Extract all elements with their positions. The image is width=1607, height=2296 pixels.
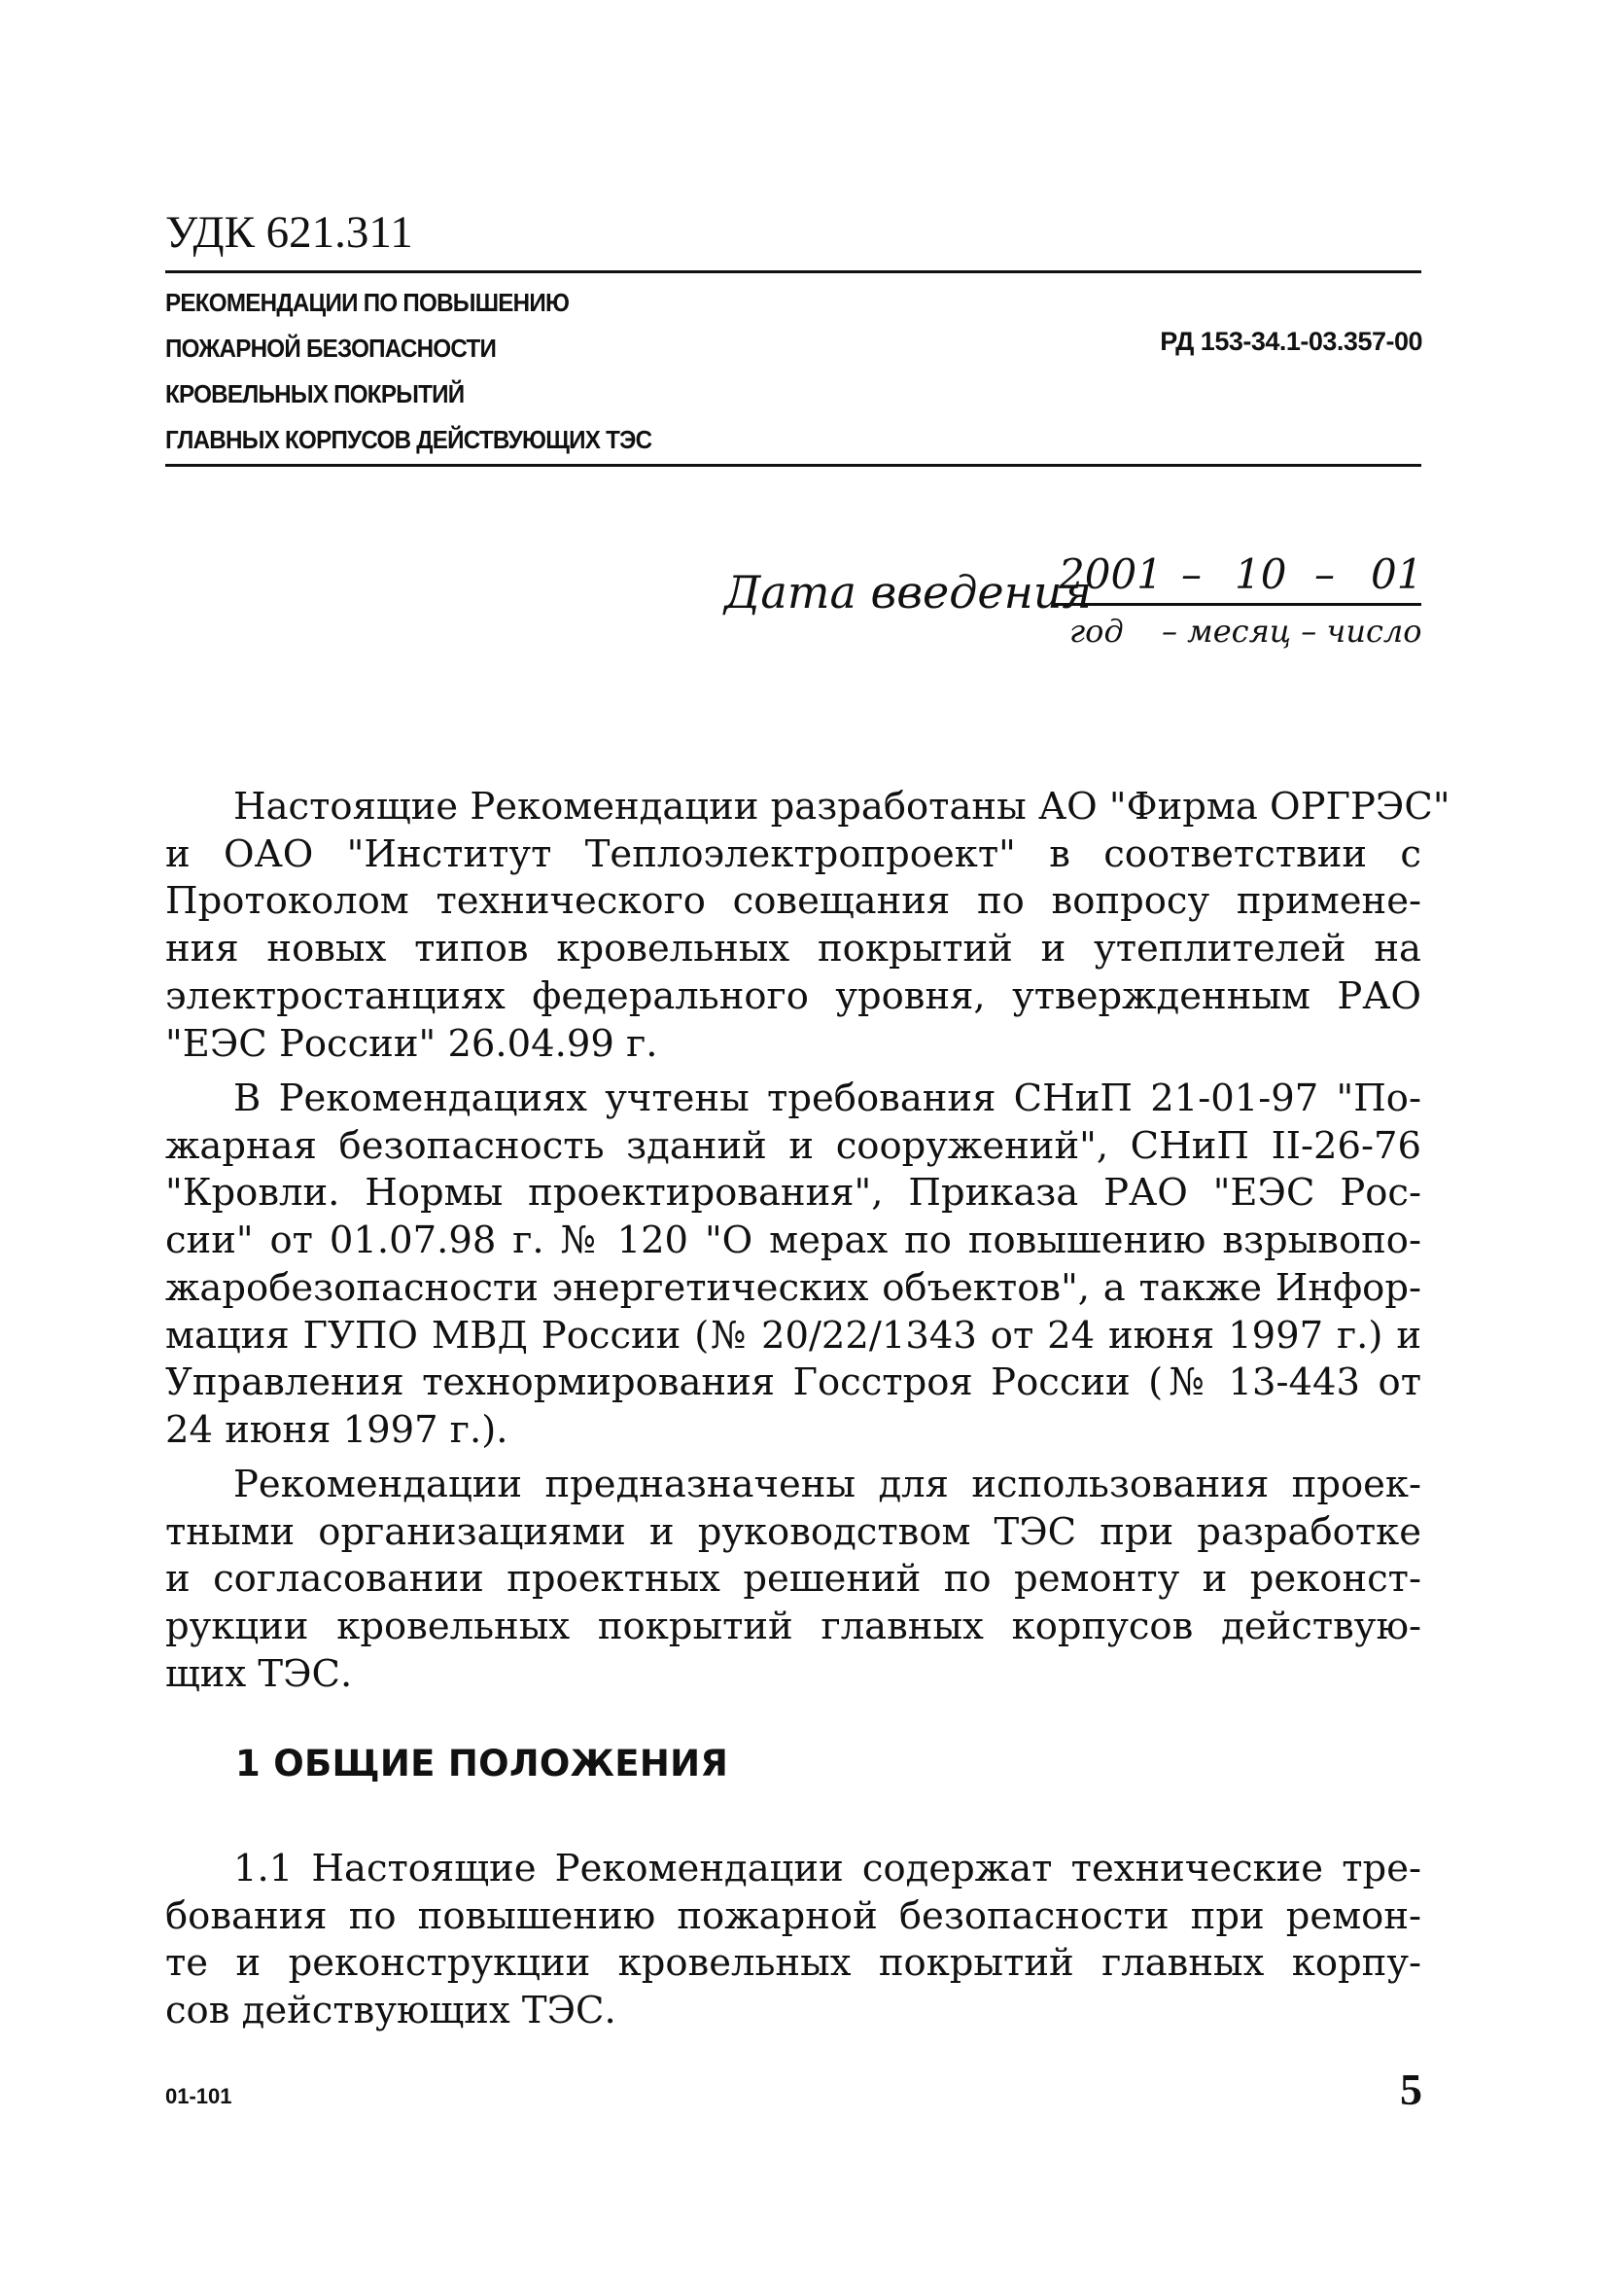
text-line: "ЕЭС России" 26.04.99 г. [165, 1021, 658, 1066]
title-line: РЕКОМЕНДАЦИИ ПО ПОВЫШЕНИЮ [165, 288, 570, 317]
date-year: 2001 [1059, 550, 1163, 598]
section-heading: 1 ОБЩИЕ ПОЛОЖЕНИЯ [235, 1743, 729, 1784]
text-line: щих ТЭС. [165, 1651, 353, 1696]
text-line: тными организациями и руководством ТЭС при разработке [165, 1509, 1421, 1554]
text-line: 24 июня 1997 г.). [165, 1407, 508, 1452]
document-title [165, 280, 651, 463]
date-dash: – [1181, 550, 1202, 598]
text-line: жарная безопасность зданий и сооружений", СНиП II-26-76 [165, 1123, 1421, 1168]
footer-code: 01-101 [165, 2084, 232, 2108]
udk-code: УДК 621.311 [165, 207, 413, 258]
title-line: ПОЖАРНОЙ БЕЗОПАСНОСТИ [165, 334, 497, 363]
date-month: 10 [1235, 550, 1287, 598]
text-line: ния новых типов кровельных покрытий и утеплителей на [165, 927, 1421, 971]
text-line: жаробезопасности энергетических объектов", а также Инфор- [165, 1265, 1421, 1310]
title-line: КРОВЕЛЬНЫХ ПОКРЫТИЙ [165, 379, 465, 408]
text-line: сии" от 01.07.98 г. № 120 "О мерах по повышению взрывопо- [165, 1219, 1421, 1263]
page-number: 5 [1400, 2065, 1422, 2114]
text-line: Протоколом технического совещания по вопросу примене- [165, 879, 1421, 924]
title-line: ГЛАВНЫХ КОРПУСОВ ДЕЙСТВУЮЩИХ ТЭС [165, 425, 652, 454]
text-line: рукции кровельных покрытий главных корпусов действую- [165, 1605, 1421, 1649]
header-top-rule [165, 270, 1421, 273]
text-line: и ОАО "Институт Теплоэлектропроект" в соответствии с [165, 831, 1421, 876]
text-line: Рекомендации предназначены для использования проек- [233, 1463, 1421, 1506]
text-line: и согласовании проектных решений по ремонту и реконст- [165, 1557, 1421, 1602]
text-line: те и реконструкции кровельных покрытий главных корпу- [165, 1941, 1421, 1986]
date-caption-rest: – месяц – число [1162, 613, 1422, 650]
text-line: мация ГУПО МВД России (№ 20/22/1343 от 24 июня 1997 г.) и [165, 1313, 1421, 1358]
document-code: РД 153-34.1-03.357-00 [1160, 327, 1422, 356]
text-line: Управления технормирования Госстроя России (№ 13-443 от [165, 1360, 1421, 1405]
clause-1-1 [165, 1846, 1421, 2035]
date-fraction-line [1055, 603, 1421, 606]
text-line: "Кровли. Нормы проектирования", Приказа РАО "ЕЭС Рос- [165, 1171, 1421, 1216]
header-bottom-rule [165, 464, 1421, 467]
intro-paragraph [165, 784, 1450, 1068]
text-line: В Рекомендациях учтены требования СНиП 21-01-97 "По- [233, 1077, 1421, 1120]
requirements-paragraph [165, 1076, 1421, 1455]
date-dash: – [1314, 550, 1335, 598]
text-line: бования по повышению пожарной безопасности при ремон- [165, 1893, 1421, 1938]
text-line: электростанциях федерального уровня, утвержденным РАО [165, 973, 1421, 1018]
purpose-paragraph [165, 1462, 1421, 1699]
effective-date-label: Дата введения [724, 566, 1093, 618]
text-line: Настоящие Рекомендации разработаны АО "Фирма ОРГРЭС" [233, 785, 1450, 829]
text-line: 1.1 Настоящие Рекомендации содержат технические тре- [233, 1847, 1421, 1890]
date-day: 01 [1371, 550, 1423, 598]
text-line: сов действующих ТЭС. [165, 1989, 616, 2033]
date-caption-year: год [1069, 613, 1124, 650]
